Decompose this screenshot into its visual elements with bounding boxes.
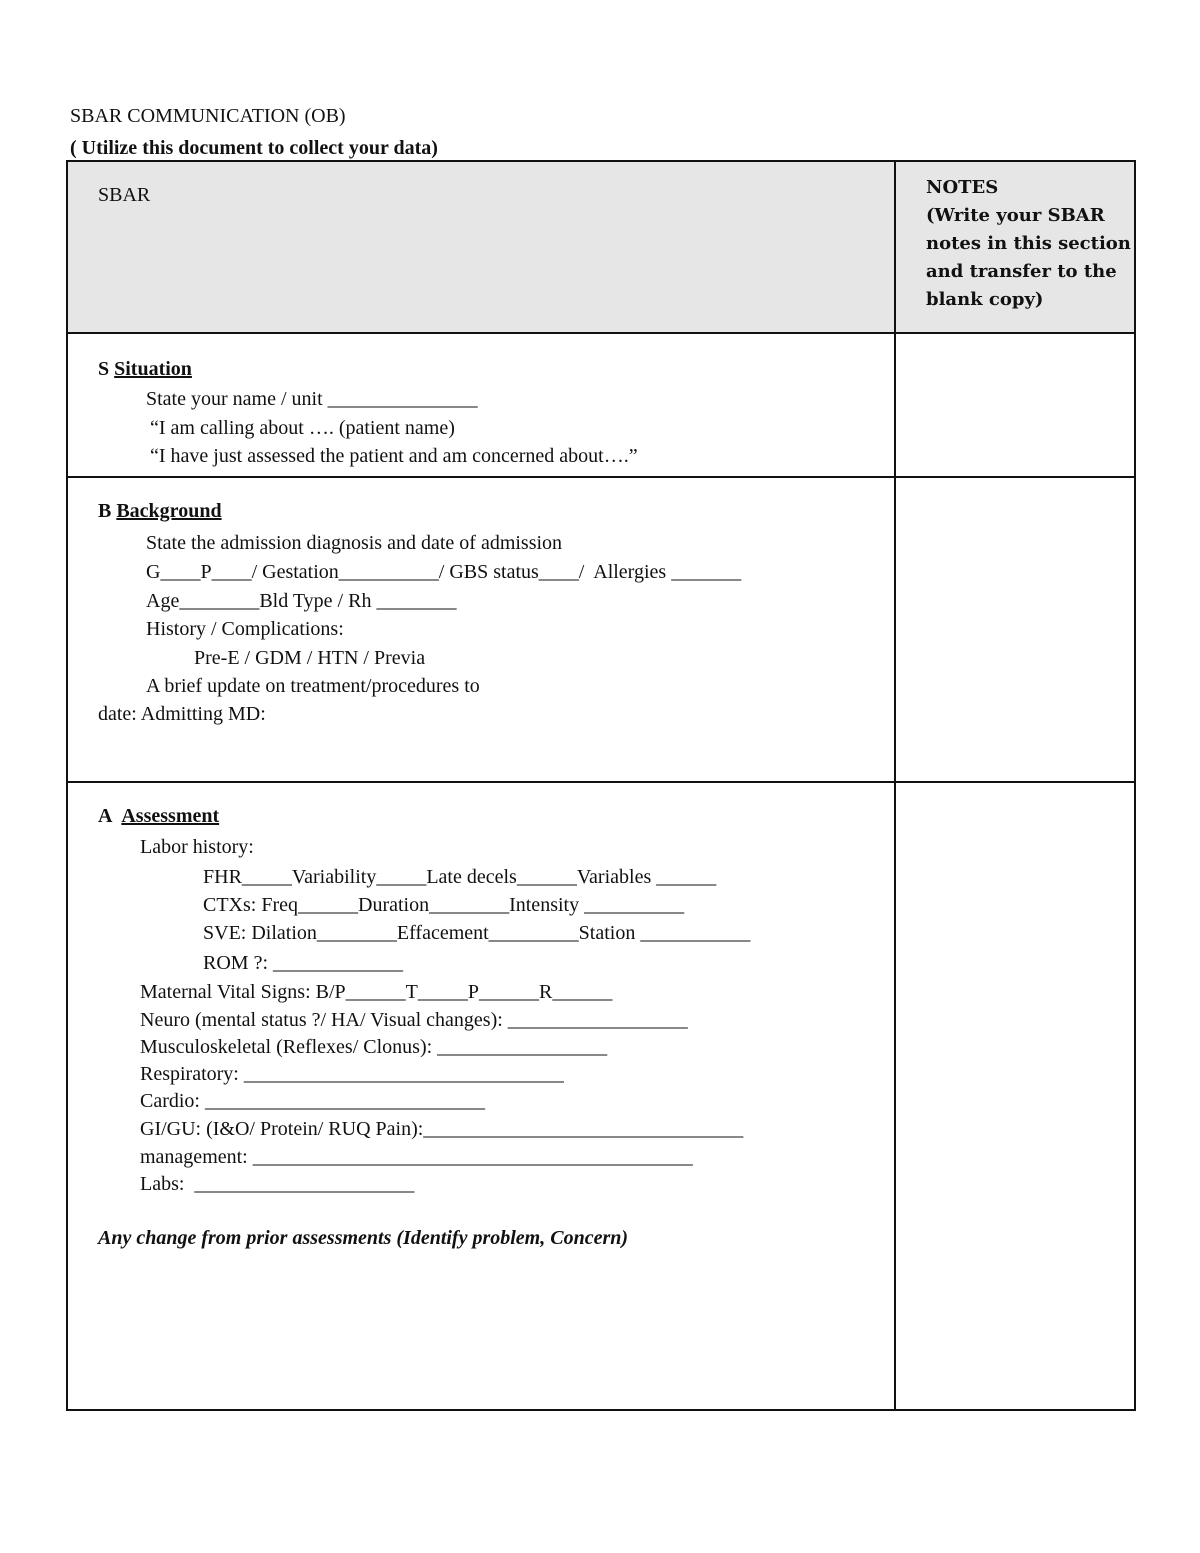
header-row (67, 161, 1135, 333)
assessment-line: Respiratory: ________________________________ (140, 1063, 564, 1085)
background-letter: B (98, 500, 112, 522)
assessment-row (67, 782, 1135, 1410)
background-cell (67, 477, 895, 782)
assessment-line: Neuro (mental status ?/ HA/ Visual changes): __________________ (140, 1009, 688, 1031)
sbar-header-cell (67, 161, 895, 333)
situation-row (67, 333, 1135, 477)
assessment-line: CTXs: Freq______Duration________Intensity __________ (203, 894, 685, 916)
assessment-line: Maternal Vital Signs: B/P______T_____P______R______ (140, 981, 613, 1003)
background-heading (98, 498, 222, 524)
background-line: date: Admitting MD: (98, 703, 266, 725)
situation-line: “I am calling about …. (patient name) (150, 417, 455, 439)
document-title: SBAR COMMUNICATION (OB) (70, 105, 346, 127)
notes-line: blank copy) (926, 289, 1044, 310)
assessment-notes-cell[interactable] (895, 782, 1135, 1410)
notes-header (926, 174, 1131, 314)
notes-line: NOTES (926, 177, 999, 198)
assessment-line: FHR_____Variability_____Late decels______Variables ______ (203, 866, 717, 888)
situation-line: “I have just assessed the patient and am concerned about….” (150, 445, 638, 467)
assessment-line: Musculoskeletal (Reflexes/ Clonus): _________________ (140, 1036, 608, 1058)
situation-title: Situation (114, 358, 192, 380)
sbar-table (66, 160, 1136, 1411)
situation-cell (67, 333, 895, 477)
background-line: Pre-E / GDM / HTN / Previa (194, 647, 426, 669)
background-line: History / Complications: (146, 618, 344, 640)
background-line: A brief update on treatment/procedures to (146, 675, 480, 697)
assessment-cell (67, 782, 895, 1410)
background-notes-cell[interactable] (895, 477, 1135, 782)
assessment-line: SVE: Dilation________Effacement_________Station ___________ (203, 922, 751, 944)
background-line: G____P____/ Gestation__________/ GBS status____/ Allergies _______ (146, 561, 742, 583)
document-subtitle: ( Utilize this document to collect your data) (70, 137, 438, 159)
situation-heading (98, 356, 192, 382)
background-line: Age________Bld Type / Rh ________ (146, 590, 457, 612)
assessment-line: GI/GU: (I&O/ Protein/ RUQ Pain):________________________________ (140, 1118, 744, 1140)
assessment-line: Cardio: ____________________________ (140, 1090, 485, 1112)
background-row (67, 477, 1135, 782)
sbar-header-label: SBAR (98, 184, 151, 206)
assessment-line: Labs: ______________________ (140, 1173, 415, 1195)
notes-line: (Write your SBAR (926, 205, 1105, 226)
background-title: Background (116, 500, 222, 522)
background-line: State the admission diagnosis and date of admission (146, 532, 563, 554)
assessment-line: management: ____________________________________________ (140, 1146, 693, 1168)
assessment-footer: Any change from prior assessments (Identify problem, Concern) (98, 1227, 629, 1249)
assessment-line: Labor history: (140, 836, 254, 858)
notes-line: notes in this section (926, 233, 1131, 254)
assessment-letter: A (98, 805, 113, 827)
notes-header-cell (895, 161, 1135, 333)
assessment-line: ROM ?: _____________ (203, 952, 403, 974)
assessment-heading (98, 803, 219, 829)
situation-line: State your name / unit _______________ (146, 388, 478, 410)
situation-letter: S (98, 358, 110, 380)
situation-notes-cell[interactable] (895, 333, 1135, 477)
assessment-title: Assessment (121, 805, 220, 827)
notes-line: and transfer to the (926, 261, 1117, 282)
